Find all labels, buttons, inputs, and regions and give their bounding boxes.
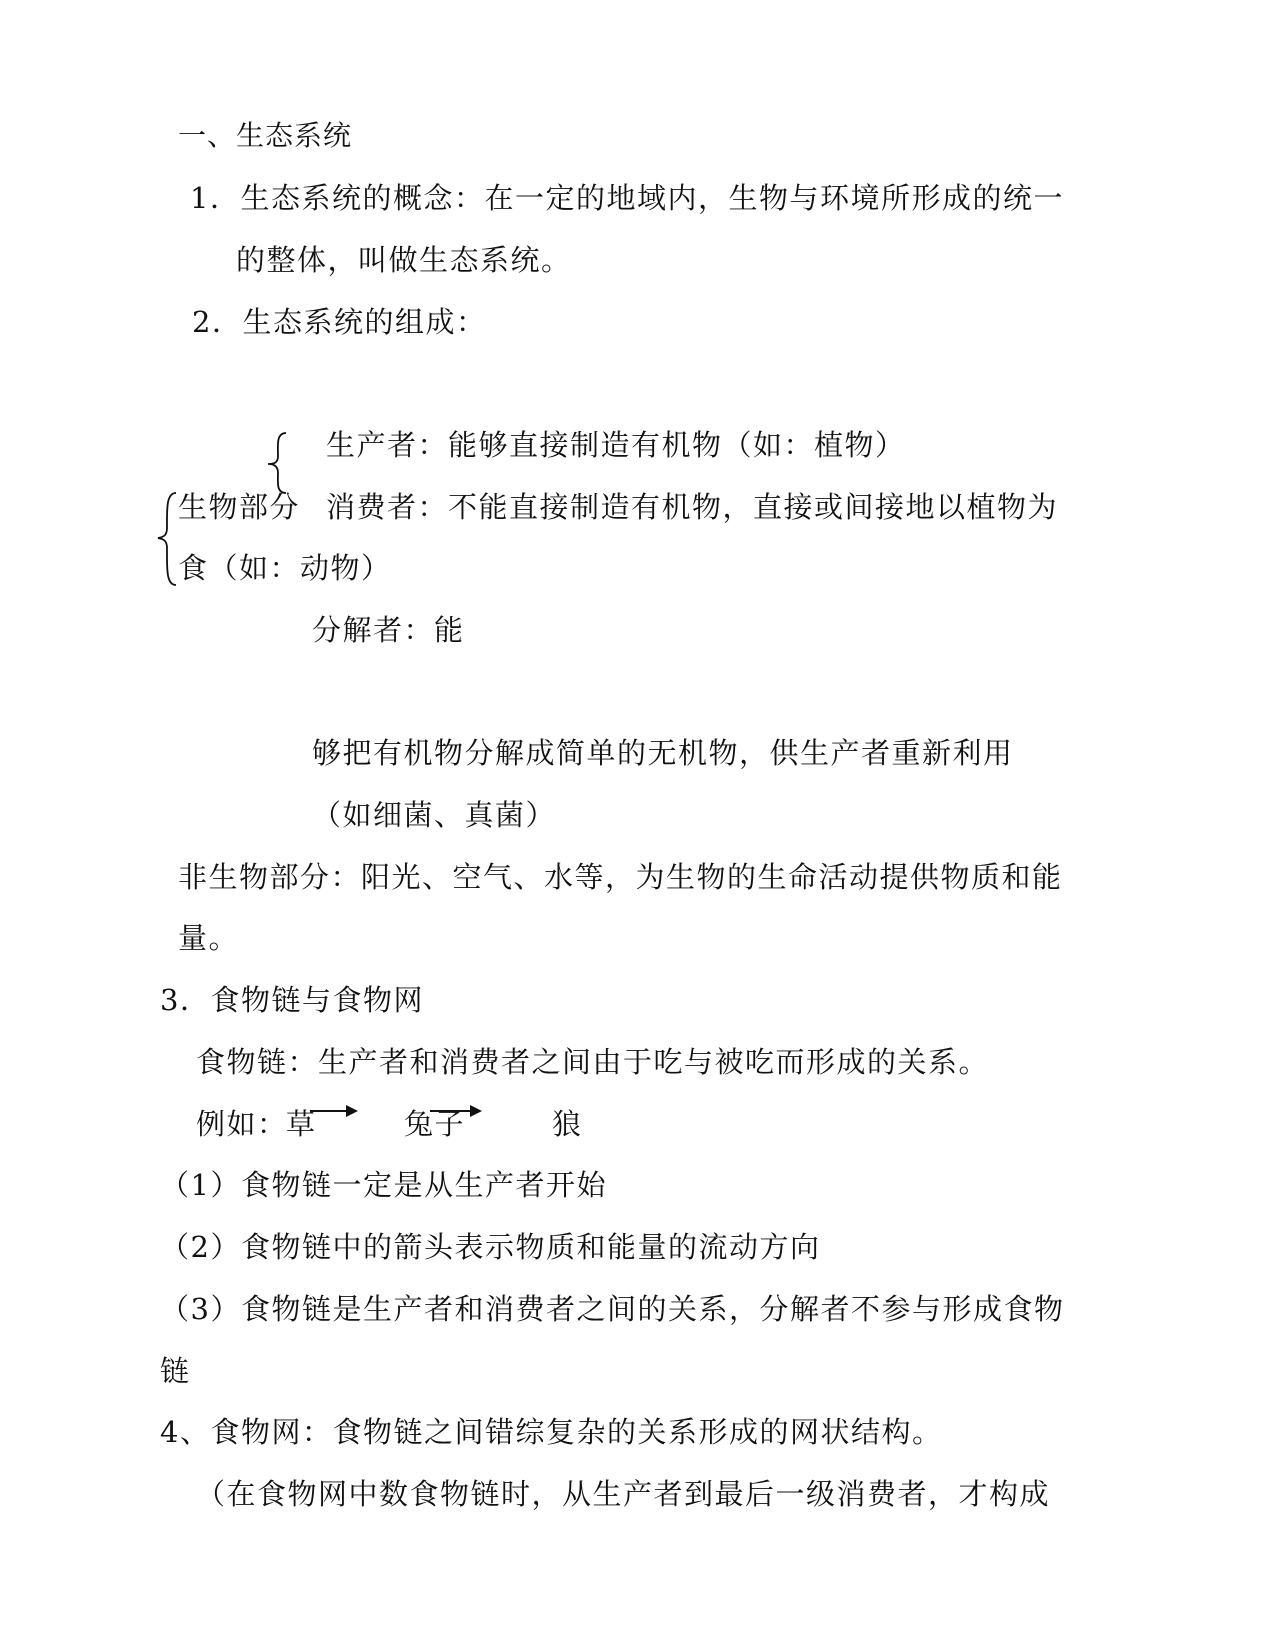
consumer-line-1: 消费者：不能直接制造有机物，直接或间接地以植物为 bbox=[326, 490, 1059, 524]
abiotic-line-2: 量。 bbox=[178, 921, 240, 955]
example-item-grass: 草 bbox=[286, 1107, 317, 1141]
section-title-ecosystem: 一、生态系统 bbox=[178, 119, 353, 152]
biotic-part-label: 生物部分 bbox=[178, 490, 301, 524]
abiotic-line-1: 非生物部分：阳光、空气、水等，为生物的生命活动提供物质和能 bbox=[178, 860, 1063, 894]
composition-heading: 2．生态系统的组成： bbox=[192, 305, 487, 339]
example-item-wolf: 狼 bbox=[552, 1107, 583, 1141]
concept-line-2: 的整体，叫做生态系统。 bbox=[236, 243, 572, 277]
point-1: （1）食物链一定是从生产者开始 bbox=[160, 1168, 607, 1202]
point-3-line-1: （3）食物链是生产者和消费者之间的关系，分解者不参与形成食物 bbox=[160, 1292, 1065, 1326]
point-3-line-2: 链 bbox=[160, 1354, 191, 1388]
food-web-title: 4、食物网：食物链之间错综复杂的关系形成的网状结构。 bbox=[160, 1415, 943, 1449]
decomposer-line-2: 够把有机物分解成简单的无机物，供生产者重新利用 bbox=[312, 736, 1014, 770]
point-2: （2）食物链中的箭头表示物质和能量的流动方向 bbox=[160, 1230, 821, 1264]
producer-line: 生产者：能够直接制造有机物（如：植物） bbox=[326, 428, 906, 462]
example-item-rabbit: 兔子 bbox=[404, 1107, 466, 1141]
decomposer-line-3: （如细菌、真菌） bbox=[312, 798, 557, 832]
food-chain-section-title: 3．食物链与食物网 bbox=[160, 983, 424, 1017]
food-web-note: （在食物网中数食物链时，从生产者到最后一级消费者，才构成 bbox=[196, 1477, 1051, 1511]
arrow-icon bbox=[310, 1104, 360, 1118]
inner-brace bbox=[262, 430, 292, 496]
consumer-line-2: 食（如：动物） bbox=[178, 551, 392, 585]
decomposer-line-1: 分解者：能 bbox=[312, 613, 465, 647]
concept-line-1: 1．生态系统的概念：在一定的地域内，生物与环境所形成的统一 bbox=[190, 181, 1064, 215]
food-chain-definition: 食物链：生产者和消费者之间由于吃与被吃而形成的关系。 bbox=[196, 1045, 990, 1079]
arrow-icon bbox=[430, 1104, 484, 1118]
example-prefix: 例如： bbox=[196, 1107, 288, 1141]
